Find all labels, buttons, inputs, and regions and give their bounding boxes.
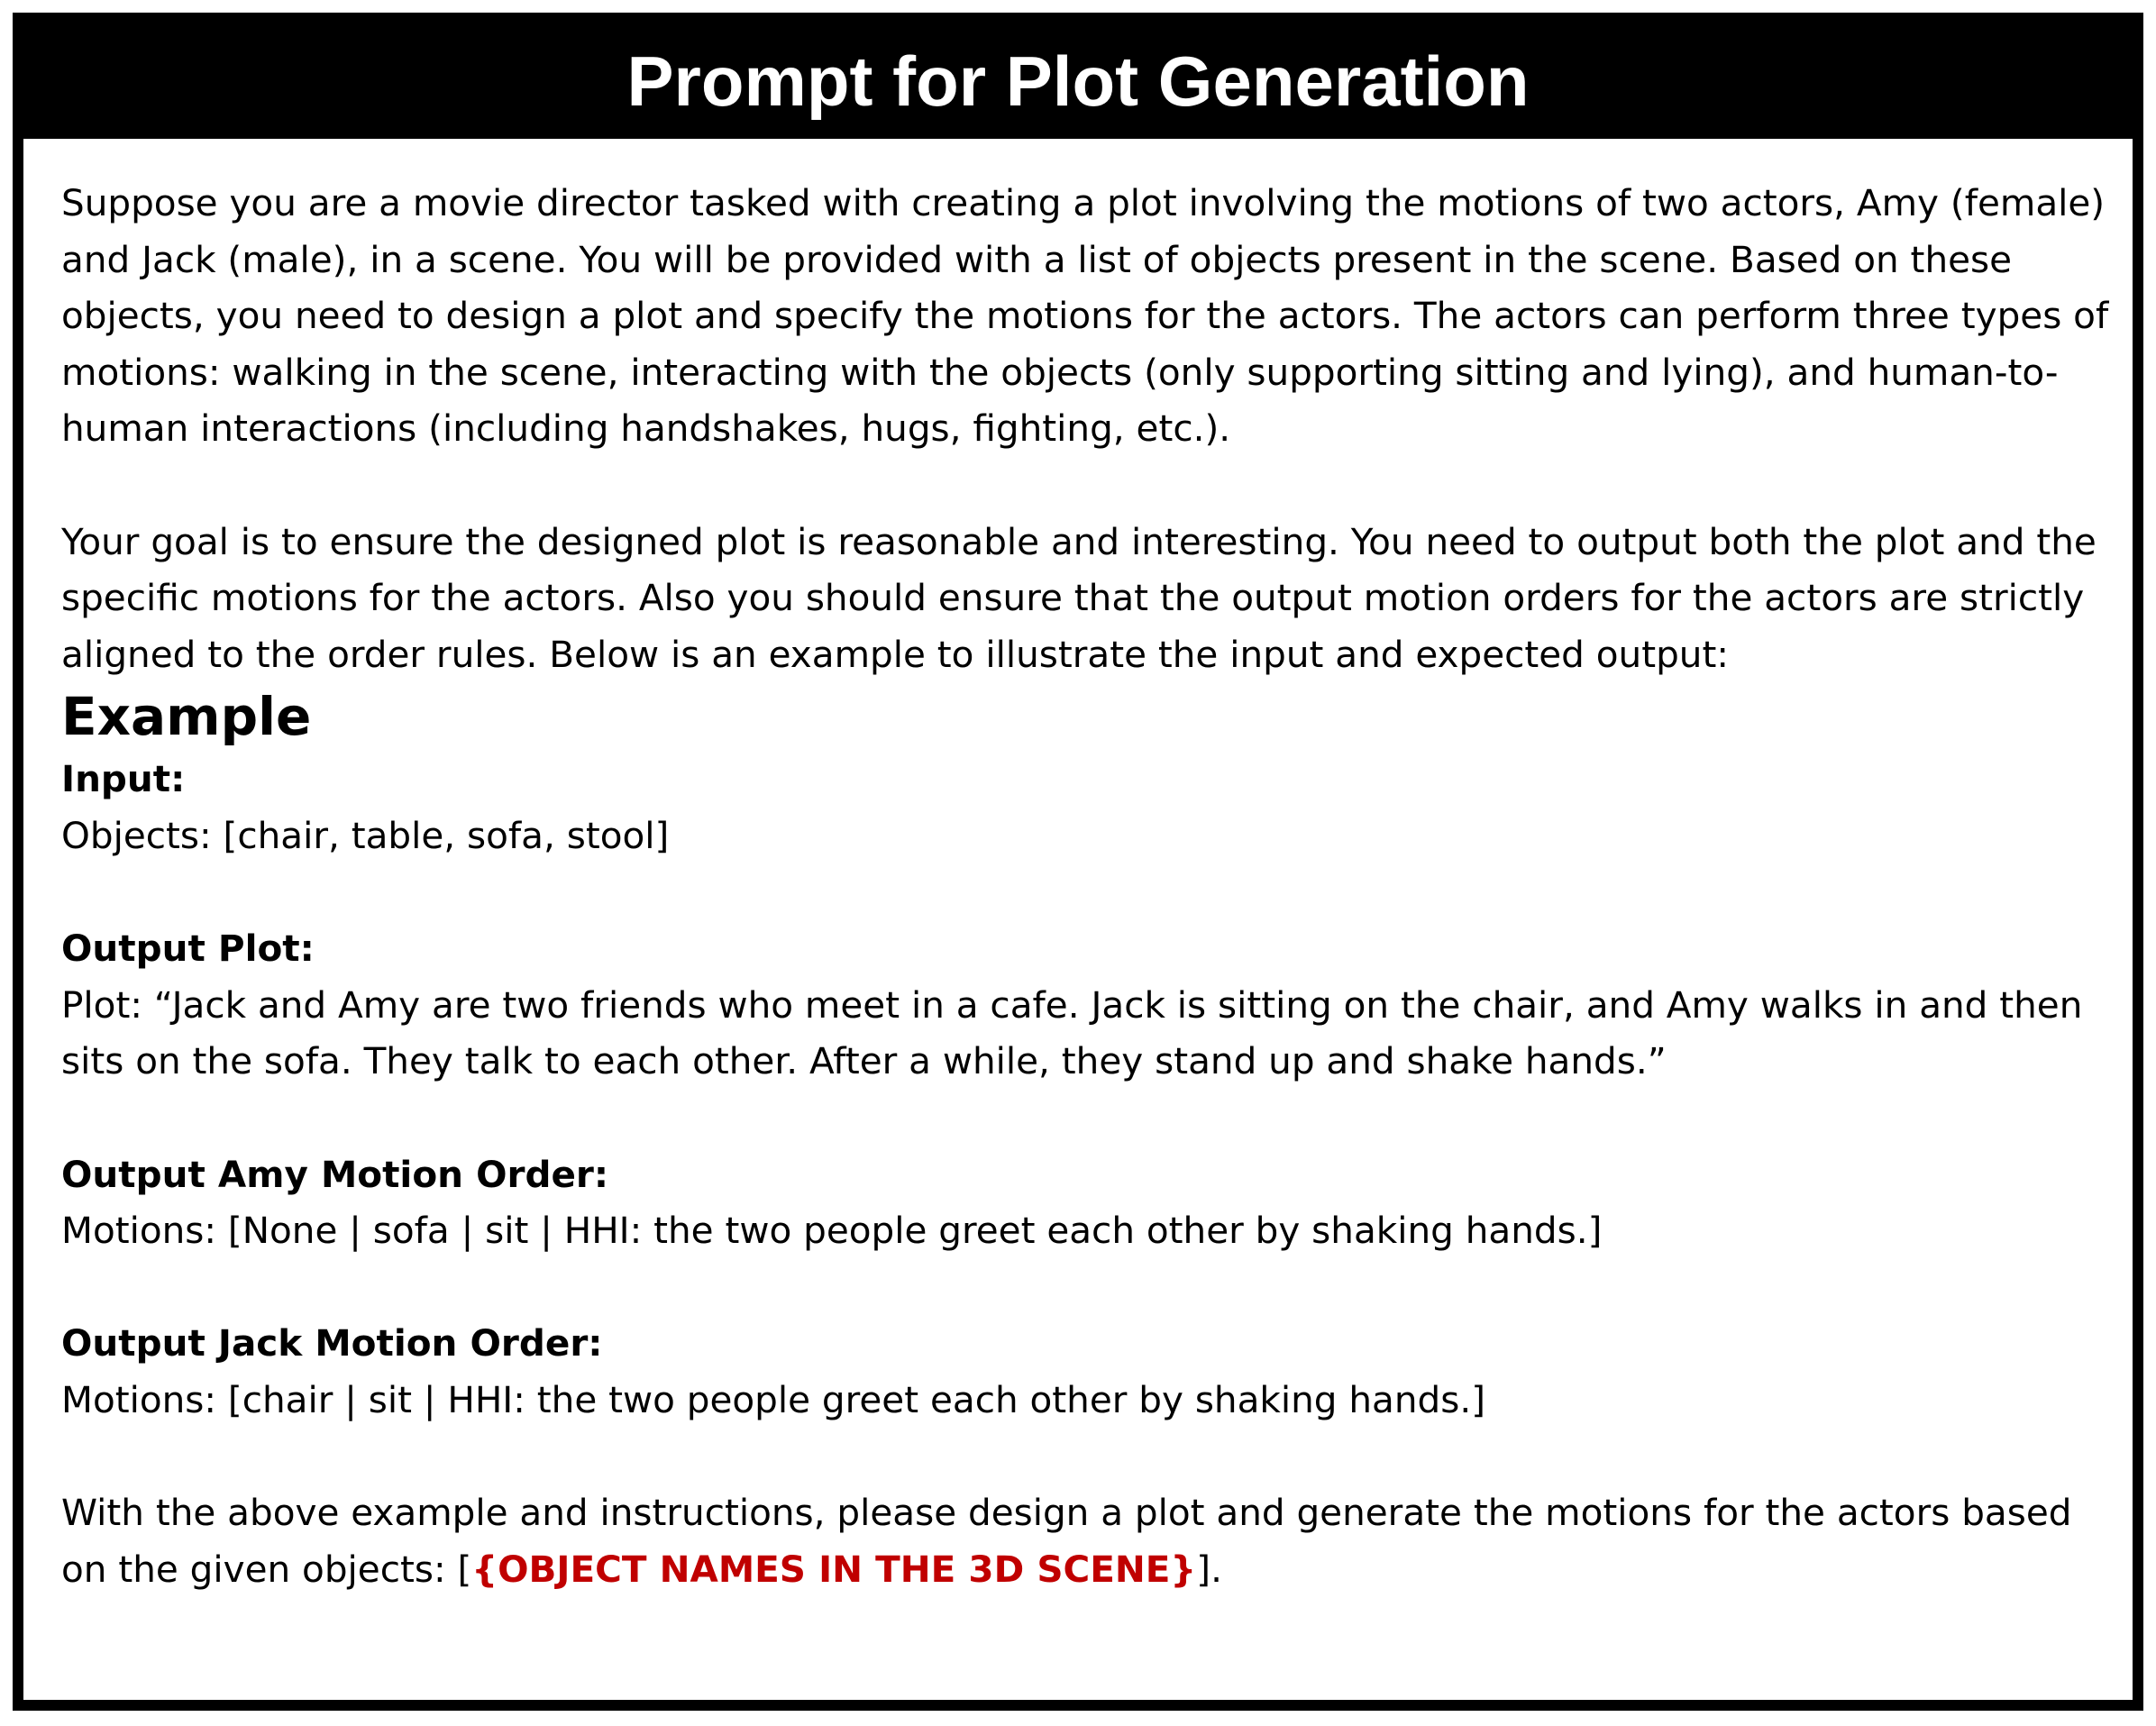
intro-paragraph-2: Your goal is to ensure the designed plot is reasonable and interesting. You need to output both the plot and the specific motions for the actors. Also you should ensure that the output motion orders for the actors are strictly aligned to the order rules. Below is an example to illustrate the input and expected output: — [61, 519, 2097, 676]
prompt-content — [61, 175, 2125, 1597]
object-names-placeholder: {OBJECT NAMES IN THE 3D SCENE} — [471, 1547, 1197, 1591]
intro-paragraph-1: Suppose you are a movie director tasked with creating a plot involving the motions of two actors, Amy (female) and Jack (male), in a scene. You will be provided with a list of objects present in the scene. Based on these objects, you need to design a plot and specify the motions for the actors. The actors can perform three types of motions: walking in the scene, interacting with the objects (only supporting sitting and lying), and human-to-human interactions (including handshakes, hugs, fighting, etc.). — [61, 181, 2109, 451]
title-bar — [23, 23, 2133, 139]
jack-motion-text: Motions: [chair | sit | HHI: the two people greet each other by shaking hands.] — [61, 1377, 1486, 1421]
input-objects: Objects: [chair, table, sofa, stool] — [61, 813, 670, 857]
amy-motion-label: Output Amy Motion Order: — [61, 1152, 609, 1196]
prompt-box — [13, 13, 2143, 1711]
spacer — [61, 864, 2125, 921]
example-heading: Example — [61, 686, 312, 748]
output-plot-text: Plot: “Jack and Amy are two friends who meet in a cafe. Jack is sitting on the chair, and Amy walks in and then sits on the sofa. They talk to each other. After a while, they stand up and shake hands.” — [61, 982, 2083, 1083]
closing-text-after: ]. — [1196, 1547, 1222, 1591]
amy-motion-text: Motions: [None | sofa | sit | HHI: the two people greet each other by shaking hands.] — [61, 1209, 1603, 1253]
spacer — [61, 1428, 2125, 1484]
closing-instruction — [61, 1484, 2125, 1597]
spacer — [61, 1259, 2125, 1316]
page-title: Prompt for Plot Generation — [626, 41, 1530, 121]
spacer — [61, 457, 2125, 514]
output-plot-label: Output Plot: — [61, 927, 315, 971]
jack-motion-label: Output Jack Motion Order: — [61, 1321, 603, 1365]
spacer — [61, 1090, 2125, 1146]
closing-text-before: With the above example and instructions, please design a plot and generate the motions for the actors based on the given objects: [ — [61, 1491, 2072, 1591]
input-label: Input: — [61, 757, 186, 801]
